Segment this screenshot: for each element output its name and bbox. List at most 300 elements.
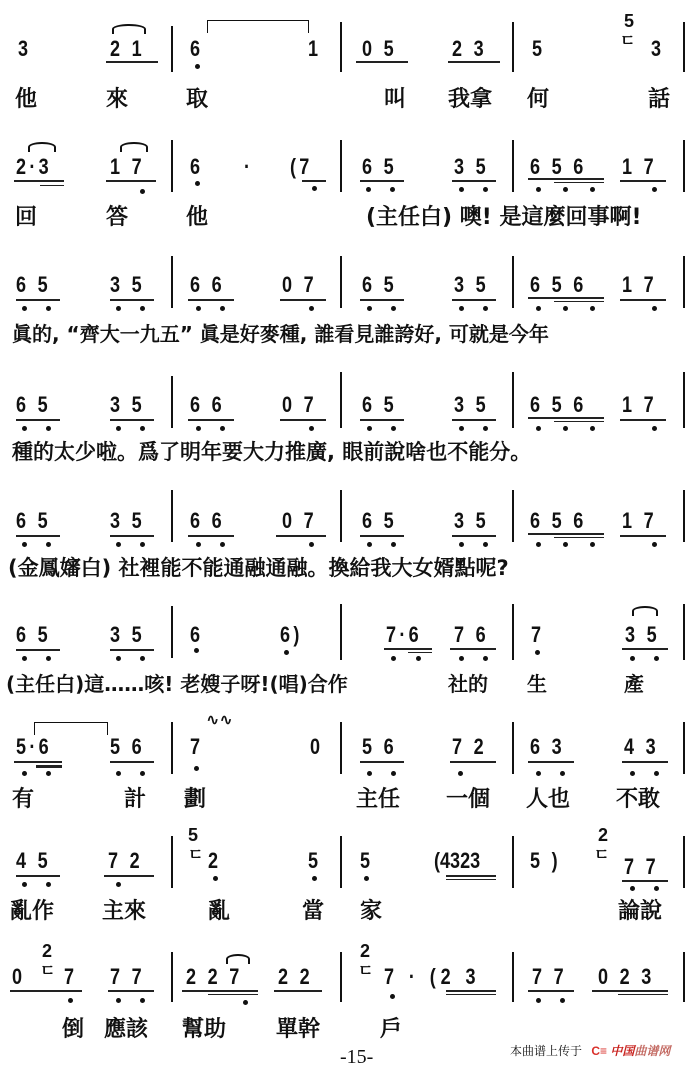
grace-tick: ㄷ bbox=[358, 963, 374, 980]
underline bbox=[448, 61, 500, 63]
grace-tick: ㄷ bbox=[620, 33, 636, 50]
low-octave-dot bbox=[140, 426, 145, 431]
note: (7 bbox=[290, 154, 313, 179]
barline bbox=[512, 140, 514, 192]
lyric: 種的太少啦。爲了明年要大力推廣, 眼前說啥也不能分。 bbox=[12, 440, 532, 464]
site-logo[interactable] bbox=[591, 1042, 670, 1059]
logo-text-primary: 中国 bbox=[610, 1044, 635, 1058]
underline bbox=[622, 648, 668, 650]
low-octave-dot bbox=[140, 542, 145, 547]
low-octave-dot bbox=[116, 882, 121, 887]
lyric: 社的 bbox=[448, 672, 488, 696]
low-octave-dot bbox=[366, 187, 371, 192]
low-octave-dot bbox=[483, 187, 488, 192]
low-octave-dot bbox=[220, 306, 225, 311]
underline bbox=[528, 178, 604, 180]
note: 3 5 bbox=[454, 508, 489, 533]
lyric: 單幹 bbox=[276, 1017, 321, 1042]
underline bbox=[10, 990, 82, 992]
low-octave-dot bbox=[590, 187, 595, 192]
low-octave-dot bbox=[459, 656, 464, 661]
note: 7 bbox=[190, 734, 204, 759]
underline bbox=[188, 419, 234, 421]
underline bbox=[622, 880, 668, 882]
low-octave-dot bbox=[116, 542, 121, 547]
note: (4323 bbox=[434, 848, 481, 873]
lyric: 生 bbox=[527, 672, 547, 696]
trill-mark: ∿∿ bbox=[206, 712, 233, 729]
note: 0 5 bbox=[362, 36, 397, 61]
low-octave-dot bbox=[116, 426, 121, 431]
note: 1 7 bbox=[622, 508, 657, 533]
underline bbox=[110, 299, 154, 301]
barline bbox=[512, 372, 514, 428]
low-octave-dot bbox=[563, 187, 568, 192]
low-octave-dot bbox=[116, 998, 121, 1003]
low-octave-dot bbox=[196, 306, 201, 311]
lyric: 有 bbox=[12, 787, 35, 812]
note: 0 bbox=[12, 964, 26, 989]
underline bbox=[40, 185, 64, 186]
underline bbox=[446, 990, 496, 992]
low-octave-dot bbox=[312, 186, 317, 191]
low-octave-dot bbox=[46, 882, 51, 887]
low-octave-dot bbox=[458, 771, 463, 776]
note: 3 5 bbox=[625, 622, 660, 647]
barline bbox=[171, 722, 173, 774]
low-octave-dot bbox=[140, 656, 145, 661]
low-octave-dot bbox=[560, 771, 565, 776]
underline bbox=[16, 535, 60, 537]
barline bbox=[683, 952, 685, 1002]
low-octave-dot bbox=[140, 998, 145, 1003]
underline bbox=[528, 297, 604, 299]
underline bbox=[16, 649, 60, 651]
note: 6) bbox=[280, 622, 303, 647]
low-octave-dot bbox=[459, 187, 464, 192]
low-octave-dot bbox=[630, 771, 635, 776]
barline bbox=[171, 490, 173, 542]
note: 5 bbox=[360, 848, 374, 873]
note: 4 5 bbox=[16, 848, 51, 873]
underline bbox=[592, 990, 668, 992]
tie-bracket bbox=[207, 20, 309, 33]
barline bbox=[171, 256, 173, 308]
underline bbox=[618, 994, 668, 995]
low-octave-dot bbox=[46, 771, 51, 776]
note: 6 5 bbox=[362, 154, 397, 179]
underline bbox=[188, 535, 234, 537]
low-octave-dot bbox=[46, 542, 51, 547]
lyric: 答 bbox=[106, 205, 129, 230]
underline bbox=[452, 535, 496, 537]
underline bbox=[182, 990, 258, 992]
underline bbox=[554, 421, 604, 422]
lyric: 家 bbox=[360, 899, 383, 924]
barline bbox=[171, 140, 173, 192]
note: 0 7 bbox=[282, 392, 317, 417]
grace-tick: ㄷ bbox=[40, 963, 56, 980]
note: 3 5 bbox=[110, 508, 145, 533]
note: 1 7 bbox=[622, 272, 657, 297]
barline bbox=[340, 722, 342, 774]
note: 1 bbox=[308, 36, 322, 61]
underline bbox=[360, 419, 404, 421]
low-octave-dot bbox=[590, 426, 595, 431]
low-octave-dot bbox=[195, 64, 200, 69]
grace-note: 2 bbox=[598, 825, 609, 845]
barline bbox=[171, 376, 173, 428]
note: 7 bbox=[64, 964, 78, 989]
note: 1 7 bbox=[622, 392, 657, 417]
lyric: 亂作 bbox=[10, 899, 55, 924]
low-octave-dot bbox=[22, 656, 27, 661]
underline bbox=[620, 535, 666, 537]
low-octave-dot bbox=[483, 656, 488, 661]
grace-tick: ㄷ bbox=[188, 847, 204, 864]
underline bbox=[110, 761, 154, 763]
barline bbox=[340, 490, 342, 542]
underline bbox=[356, 61, 408, 63]
low-octave-dot bbox=[391, 656, 396, 661]
note: 6 5 6 bbox=[530, 508, 587, 533]
low-octave-dot bbox=[459, 306, 464, 311]
note: 6 5 6 bbox=[530, 154, 587, 179]
low-octave-dot bbox=[563, 542, 568, 547]
lyric: 應該 bbox=[104, 1017, 149, 1042]
underline bbox=[360, 761, 404, 763]
note: 7 · (2 3 bbox=[384, 964, 481, 989]
lyric: 產 bbox=[624, 672, 644, 696]
underline bbox=[450, 761, 496, 763]
page-number: -15- bbox=[340, 1046, 374, 1068]
barline bbox=[340, 836, 342, 888]
low-octave-dot bbox=[563, 306, 568, 311]
lyric: 我拿 bbox=[448, 87, 493, 112]
barline bbox=[683, 372, 685, 428]
lyric: 論說 bbox=[618, 899, 663, 924]
lyric: 主來 bbox=[102, 899, 147, 924]
underline bbox=[384, 648, 432, 650]
low-octave-dot bbox=[309, 542, 314, 547]
lyric: 戶 bbox=[380, 1017, 403, 1042]
note: 6 5 bbox=[16, 622, 51, 647]
underline bbox=[528, 761, 574, 763]
note: 6 bbox=[190, 154, 204, 179]
barline bbox=[683, 256, 685, 308]
underline bbox=[110, 535, 154, 537]
note: 7 7 bbox=[110, 964, 145, 989]
low-octave-dot bbox=[536, 306, 541, 311]
low-octave-dot bbox=[590, 542, 595, 547]
barline bbox=[171, 606, 173, 658]
low-octave-dot bbox=[196, 542, 201, 547]
barline bbox=[512, 836, 514, 888]
lyric: 亂 bbox=[208, 899, 231, 924]
underline bbox=[302, 180, 326, 182]
note: 6 5 bbox=[16, 272, 51, 297]
barline bbox=[340, 140, 342, 192]
note: 6 6 bbox=[190, 392, 225, 417]
low-octave-dot bbox=[140, 306, 145, 311]
note: 6 5 bbox=[362, 272, 397, 297]
lyric: 叫 bbox=[384, 87, 407, 112]
low-octave-dot bbox=[213, 876, 218, 881]
low-octave-dot bbox=[535, 650, 540, 655]
note: 5 6 bbox=[362, 734, 397, 759]
note: 6 5 bbox=[16, 508, 51, 533]
note: 5·6 bbox=[16, 734, 52, 759]
low-octave-dot bbox=[284, 650, 289, 655]
low-octave-dot bbox=[590, 306, 595, 311]
underline bbox=[208, 994, 258, 995]
low-octave-dot bbox=[309, 306, 314, 311]
low-octave-dot bbox=[194, 766, 199, 771]
barline bbox=[683, 836, 685, 888]
note: · bbox=[244, 154, 254, 179]
lyric: (主任白)這……咳! 老嫂子呀!(唱)合作 bbox=[6, 672, 348, 696]
note: 4 3 bbox=[624, 734, 659, 759]
low-octave-dot bbox=[140, 189, 145, 194]
barline bbox=[683, 722, 685, 774]
score-system-7 bbox=[0, 710, 700, 820]
lyric: 人也 bbox=[526, 787, 571, 812]
lyric: 劃 bbox=[184, 787, 207, 812]
note: 3 5 bbox=[110, 392, 145, 417]
note: 0 7 bbox=[282, 508, 317, 533]
low-octave-dot bbox=[652, 306, 657, 311]
lyric: 幫助 bbox=[182, 1017, 227, 1042]
low-octave-dot bbox=[536, 998, 541, 1003]
low-octave-dot bbox=[367, 426, 372, 431]
underline bbox=[360, 299, 404, 301]
low-octave-dot bbox=[116, 306, 121, 311]
barline bbox=[512, 722, 514, 774]
low-octave-dot bbox=[68, 998, 73, 1003]
note: 2·3 bbox=[16, 154, 52, 179]
low-octave-dot bbox=[652, 542, 657, 547]
low-octave-dot bbox=[312, 876, 317, 881]
note: 7·6 bbox=[386, 622, 422, 647]
low-octave-dot bbox=[367, 542, 372, 547]
note: 3 bbox=[18, 36, 32, 61]
score-system-4 bbox=[0, 360, 700, 470]
note: 6 bbox=[190, 36, 204, 61]
logo-text-secondary: 曲谱网 bbox=[634, 1044, 671, 1058]
underline bbox=[104, 875, 154, 877]
note: 7 6 bbox=[454, 622, 489, 647]
underline bbox=[188, 299, 234, 301]
lyric: 話 bbox=[648, 87, 671, 112]
note: 5 bbox=[308, 848, 322, 873]
underline bbox=[110, 419, 154, 421]
low-octave-dot bbox=[220, 426, 225, 431]
barline bbox=[340, 604, 342, 660]
low-octave-dot bbox=[140, 771, 145, 776]
score-system-5 bbox=[0, 480, 700, 590]
barline bbox=[683, 22, 685, 72]
grace-tick: ㄷ bbox=[594, 847, 610, 864]
note: 0 2 3 bbox=[598, 964, 655, 989]
low-octave-dot bbox=[483, 426, 488, 431]
grace-note: 5 bbox=[624, 11, 635, 31]
low-octave-dot bbox=[22, 771, 27, 776]
barline bbox=[683, 604, 685, 660]
note: 5 6 bbox=[110, 734, 145, 759]
low-octave-dot bbox=[390, 187, 395, 192]
underline bbox=[280, 299, 326, 301]
underline bbox=[16, 875, 60, 877]
underline bbox=[274, 990, 322, 992]
note: 3 5 bbox=[454, 154, 489, 179]
low-octave-dot bbox=[46, 656, 51, 661]
low-octave-dot bbox=[459, 542, 464, 547]
note: 7 2 bbox=[108, 848, 143, 873]
underline bbox=[446, 879, 496, 880]
underline bbox=[14, 761, 62, 763]
low-octave-dot bbox=[390, 994, 395, 999]
low-octave-dot bbox=[391, 306, 396, 311]
note: 2 bbox=[208, 848, 222, 873]
low-octave-dot bbox=[654, 886, 659, 891]
underline bbox=[450, 648, 496, 650]
note: 3 5 bbox=[110, 622, 145, 647]
underline bbox=[528, 990, 574, 992]
low-octave-dot bbox=[22, 542, 27, 547]
low-octave-dot bbox=[22, 882, 27, 887]
lyric: 當 bbox=[302, 899, 325, 924]
barline bbox=[512, 604, 514, 660]
low-octave-dot bbox=[46, 306, 51, 311]
grace-note: 2 bbox=[360, 941, 371, 961]
slur bbox=[120, 142, 148, 152]
note: 6 3 bbox=[530, 734, 565, 759]
note: 5 bbox=[532, 36, 546, 61]
lyric: 一個 bbox=[446, 787, 491, 812]
underline bbox=[276, 535, 326, 537]
low-octave-dot bbox=[391, 771, 396, 776]
grace-note: 2 bbox=[42, 941, 53, 961]
underline bbox=[554, 301, 604, 302]
score-system-6 bbox=[0, 600, 700, 710]
slur bbox=[112, 24, 146, 34]
note: 1 7 bbox=[622, 154, 657, 179]
barline bbox=[171, 836, 173, 888]
low-octave-dot bbox=[194, 648, 199, 653]
low-octave-dot bbox=[459, 426, 464, 431]
lyric: (金鳳嬸白) 社裡能不能通融通融。換給我大女婿點呢? bbox=[8, 556, 509, 580]
underline bbox=[280, 419, 326, 421]
low-octave-dot bbox=[536, 187, 541, 192]
underline bbox=[452, 180, 496, 182]
barline bbox=[512, 256, 514, 308]
low-octave-dot bbox=[391, 426, 396, 431]
barline bbox=[340, 256, 342, 308]
note: 2 2 bbox=[278, 964, 313, 989]
note: 6 6 bbox=[190, 508, 225, 533]
note: 2 1 bbox=[110, 36, 145, 61]
score-system-1 bbox=[0, 0, 700, 110]
lyric: 取 bbox=[186, 87, 209, 112]
note: 5 ) bbox=[530, 848, 561, 873]
low-octave-dot bbox=[630, 656, 635, 661]
low-octave-dot bbox=[195, 181, 200, 186]
low-octave-dot bbox=[483, 542, 488, 547]
barline bbox=[683, 490, 685, 542]
low-octave-dot bbox=[654, 656, 659, 661]
underline bbox=[16, 299, 60, 301]
low-octave-dot bbox=[483, 306, 488, 311]
low-octave-dot bbox=[22, 426, 27, 431]
note: 2 3 bbox=[452, 36, 487, 61]
low-octave-dot bbox=[560, 998, 565, 1003]
underline bbox=[110, 649, 154, 651]
underline bbox=[360, 180, 404, 182]
note: 7 7 bbox=[532, 964, 567, 989]
upload-credit bbox=[510, 1042, 670, 1059]
barline bbox=[340, 372, 342, 428]
lyric: 眞的, “齊大一九五” 眞是好麥種, 誰看見誰誇好, 可就是今年 bbox=[12, 322, 549, 346]
barline bbox=[171, 952, 173, 1002]
low-octave-dot bbox=[367, 771, 372, 776]
barline bbox=[512, 490, 514, 542]
logo-icon: C≡ bbox=[591, 1044, 608, 1058]
note: 3 5 bbox=[454, 392, 489, 417]
underline bbox=[620, 419, 666, 421]
note: 0 7 bbox=[282, 272, 317, 297]
note: 1 7 bbox=[110, 154, 145, 179]
low-octave-dot bbox=[563, 426, 568, 431]
underline bbox=[14, 180, 64, 182]
score-system-8 bbox=[0, 820, 700, 930]
underline bbox=[528, 533, 604, 535]
note: 6 5 6 bbox=[530, 392, 587, 417]
low-octave-dot bbox=[536, 426, 541, 431]
low-octave-dot bbox=[196, 426, 201, 431]
underline bbox=[360, 535, 404, 537]
underline bbox=[446, 994, 496, 995]
barline bbox=[512, 22, 514, 72]
underline bbox=[36, 765, 62, 768]
note: 6 bbox=[190, 622, 204, 647]
underline bbox=[452, 419, 496, 421]
low-octave-dot bbox=[243, 1000, 248, 1005]
note: 7 7 bbox=[624, 854, 659, 879]
lyric: 倒 bbox=[62, 1017, 85, 1042]
note: 7 2 bbox=[452, 734, 487, 759]
low-octave-dot bbox=[652, 426, 657, 431]
low-octave-dot bbox=[416, 656, 421, 661]
note: 7 bbox=[531, 622, 545, 647]
lyric: 他 bbox=[186, 205, 209, 230]
low-octave-dot bbox=[654, 771, 659, 776]
barline bbox=[512, 952, 514, 1002]
score-system-2 bbox=[0, 120, 700, 230]
lyric: 他 bbox=[15, 87, 38, 112]
barline bbox=[340, 22, 342, 72]
low-octave-dot bbox=[116, 656, 121, 661]
underline bbox=[446, 875, 496, 877]
score-system-3 bbox=[0, 240, 700, 350]
lyric: 來 bbox=[106, 87, 129, 112]
note: 3 5 bbox=[110, 272, 145, 297]
low-octave-dot bbox=[22, 306, 27, 311]
grace-note: 5 bbox=[188, 825, 199, 845]
underline bbox=[106, 61, 158, 63]
slur bbox=[632, 606, 658, 616]
lyric: (主任白) 噢! 是這麼回事啊! bbox=[366, 205, 642, 230]
note: 6 5 6 bbox=[530, 272, 587, 297]
